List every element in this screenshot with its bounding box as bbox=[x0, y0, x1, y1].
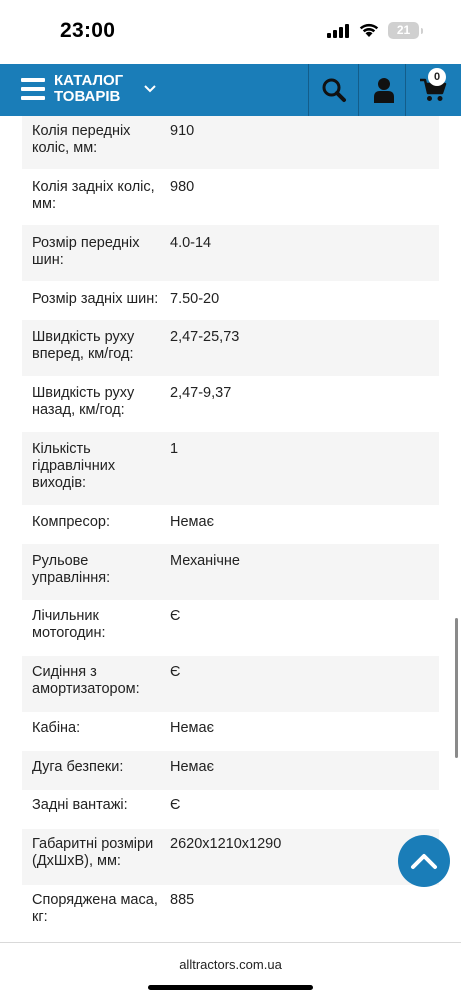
spec-value: 1 bbox=[170, 441, 179, 457]
status-bar bbox=[0, 0, 461, 64]
spec-label: Дуга безпеки: bbox=[32, 759, 124, 775]
spec-value: 2,47-9,37 bbox=[170, 385, 232, 401]
battery-tip bbox=[421, 28, 423, 34]
spec-label: Споряджена маса, кг: bbox=[32, 892, 158, 925]
spec-value: Немає bbox=[170, 514, 214, 530]
spec-label: Колія задніх коліс, мм: bbox=[32, 179, 155, 212]
spec-value: Є bbox=[170, 797, 181, 813]
search-button[interactable] bbox=[309, 64, 358, 116]
site-header bbox=[0, 64, 461, 116]
spec-value: Механічне bbox=[170, 553, 240, 569]
spec-label: Кабіна: bbox=[32, 720, 81, 736]
spec-value: Немає bbox=[170, 759, 214, 775]
page-scrollbar[interactable] bbox=[455, 618, 458, 758]
spec-label: Рульове управління: bbox=[32, 553, 111, 586]
status-time: 23:00 bbox=[60, 19, 116, 42]
spec-row bbox=[22, 116, 439, 169]
browser-address-bar bbox=[0, 942, 461, 999]
catalog-button-label[interactable]: КАТАЛОГ ТОВАРІВ bbox=[54, 72, 124, 105]
wifi-icon bbox=[358, 22, 380, 38]
spec-value: Немає bbox=[170, 720, 214, 736]
spec-value: 910 bbox=[170, 123, 195, 139]
spec-label: Задні вантажі: bbox=[32, 797, 128, 813]
header-divider bbox=[405, 64, 406, 116]
search-icon bbox=[321, 77, 347, 103]
spec-label: Колія передніх коліс, мм: bbox=[32, 123, 131, 156]
spec-value: 2,47-25,73 bbox=[170, 329, 240, 345]
spec-value: 7.50-20 bbox=[170, 291, 220, 307]
spec-label: Лічильник мотогодин: bbox=[32, 608, 106, 641]
spec-label: Кількість гідравлічних виходів: bbox=[32, 441, 116, 491]
cart-count-badge: 0 bbox=[428, 68, 446, 86]
spec-label: Розмір задніх шин: bbox=[32, 291, 159, 307]
spec-value: 2620x1210x1290 bbox=[170, 836, 282, 852]
spec-value: Є bbox=[170, 664, 181, 680]
cellular-signal-icon bbox=[327, 24, 349, 38]
spec-value: 885 bbox=[170, 892, 195, 908]
chevron-down-icon[interactable] bbox=[143, 82, 157, 96]
chevron-up-icon bbox=[410, 851, 438, 871]
user-icon bbox=[373, 77, 395, 103]
spec-value: Є bbox=[170, 608, 181, 624]
menu-icon[interactable] bbox=[21, 78, 45, 100]
spec-label: Сидіння з амортизатором: bbox=[32, 664, 140, 697]
spec-label: Швидкість руху назад, км/год: bbox=[32, 385, 135, 418]
scroll-to-top-button[interactable] bbox=[398, 835, 450, 887]
url-text[interactable]: alltractors.com.ua bbox=[179, 957, 282, 972]
account-button[interactable] bbox=[359, 64, 408, 116]
spec-label: Розмір передніх шин: bbox=[32, 235, 140, 268]
home-indicator[interactable] bbox=[148, 985, 313, 990]
spec-label: Габаритні розміри (ДхШхВ), мм: bbox=[32, 836, 154, 869]
spec-value: 4.0-14 bbox=[170, 235, 212, 251]
spec-value: 980 bbox=[170, 179, 195, 195]
spec-label: Компресор: bbox=[32, 514, 111, 530]
spec-label: Швидкість руху вперед, км/год: bbox=[32, 329, 135, 362]
battery-icon: 21 bbox=[388, 22, 419, 39]
